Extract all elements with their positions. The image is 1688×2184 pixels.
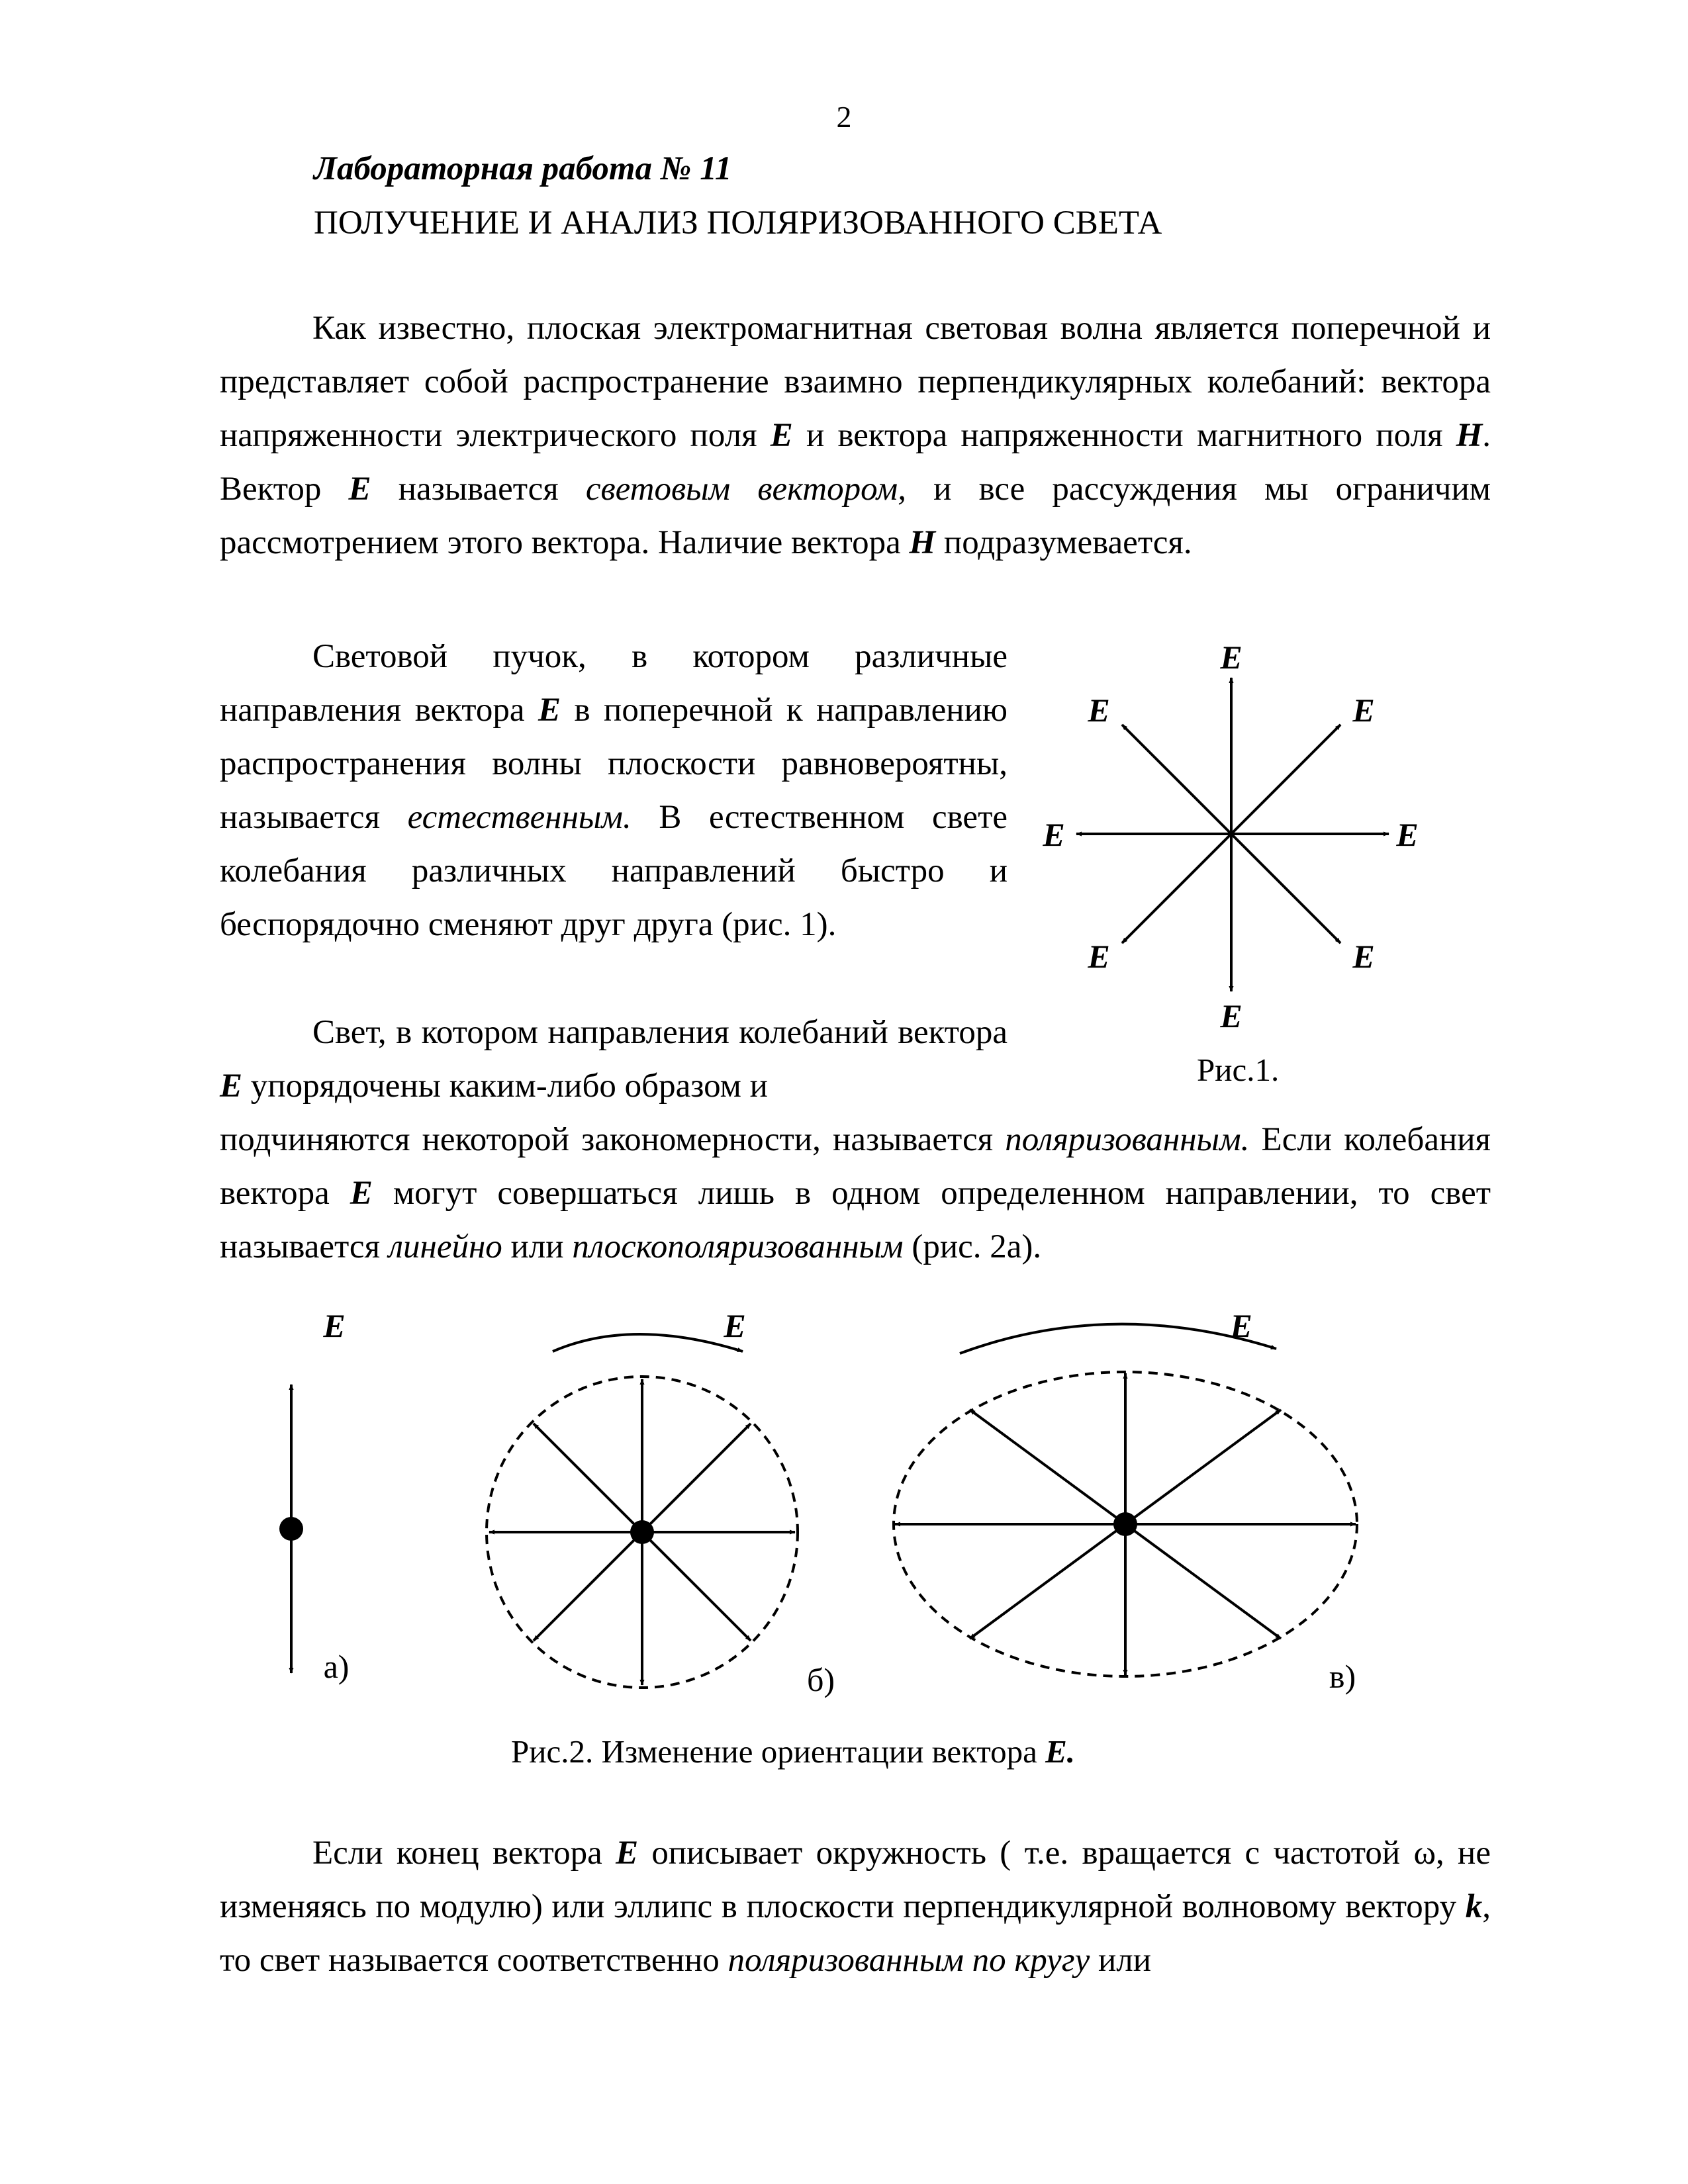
term-plane-polarized: плоскополяризованным xyxy=(572,1228,904,1265)
fig1-label-bottom-right: E xyxy=(1352,938,1375,975)
fig1-arrow-down-left xyxy=(1122,834,1231,943)
fig1-arrow-down-right xyxy=(1231,834,1340,943)
figure-1-caption: Рис.1. xyxy=(1197,1052,1280,1088)
fig2b-center-dot xyxy=(630,1520,654,1544)
paragraph-intro: Как известно, плоская электромагнитная световая волна является поперечной и представляет собой распространение взаимно перпендикулярных колебаний: вектора напряженности электрического поля E и вектора напряженности магнитного поля H. Вектор E называется световым вектором, и все рассуждения мы ограничим рассмотрением этого вектора. Наличие вектора H подразумевается. xyxy=(220,310,1491,561)
term-circular: поляризованным по кругу xyxy=(727,1942,1090,1979)
paragraph-polarized-cont: подчиняются некоторой закономерности, называется поляризованным. Если колебания вектора E могут совершаться лишь в одном определенном направлении, то свет называется линейно или плоскополяризованным (рис. 2а). xyxy=(220,1121,1491,1265)
figure-1-diagram xyxy=(1033,635,1456,1046)
fig2a-tag: а) xyxy=(323,1648,350,1685)
fig2a-center-dot xyxy=(279,1517,303,1541)
vector-h: H xyxy=(909,524,936,561)
wave-vector-k: k xyxy=(1465,1888,1483,1925)
fig1-label-top: E xyxy=(1220,639,1243,676)
term-natural: естественным. xyxy=(407,799,632,836)
figure-2-diagram xyxy=(252,1297,1430,1707)
vector-e: E xyxy=(350,1175,373,1212)
term-light-vector: световым вектором, xyxy=(585,471,906,508)
vector-h: H xyxy=(1456,417,1483,454)
fig1-label-top-left: E xyxy=(1088,692,1110,729)
fig2b-tag: б) xyxy=(806,1661,835,1698)
figure-2-caption: Рис.2. Изменение ориентации вектора E. xyxy=(511,1733,1076,1770)
fig2a-label-E: E xyxy=(323,1307,346,1344)
vector-e: E. xyxy=(1045,1733,1076,1770)
fig2c-elliptical xyxy=(894,1324,1357,1676)
fig2b-circular xyxy=(487,1334,798,1688)
fig1-arrow-up-left xyxy=(1122,725,1231,834)
fig1-label-bottom: E xyxy=(1220,997,1243,1034)
fig2c-center-dot xyxy=(1113,1512,1137,1536)
vector-e: E xyxy=(770,417,793,454)
lab-title: Лабораторная работа № 11 xyxy=(314,150,732,187)
fig1-label-right: E xyxy=(1396,816,1419,853)
vector-e: E xyxy=(220,1068,243,1105)
vector-e: E xyxy=(616,1835,639,1872)
paragraph-circular-elliptical: Если конец вектора E описывает окружность ( т.е. вращается с частотой ω, не изменяясь по модулю) или эллипс в плоскости перпендикулярной волновому вектору k, то свет называется соответственно поляризованным по кругу или xyxy=(220,1835,1491,1979)
fig2c-label-E: E xyxy=(1230,1307,1252,1344)
fig1-arrow-up-right xyxy=(1231,725,1340,834)
vector-e: E xyxy=(538,692,561,729)
fig1-label-top-right: E xyxy=(1352,692,1375,729)
paragraph-natural-light: Световой пучок, в котором различные направления вектора E в поперечной к направлению распространения волны плоскости равновероятны, называется естественным. В естественном свете колебания различных направлений быстро и беспорядочно сменяют друг друга (рис. 1). xyxy=(220,638,1008,943)
page-number: 2 xyxy=(836,100,852,134)
paragraph-polarized-start: Свет, в котором направления колебаний вектора E упорядочены каким-либо образом и xyxy=(220,1014,1008,1105)
term-polarized: поляризованным. xyxy=(1005,1121,1250,1158)
fig1-label-left: E xyxy=(1043,816,1065,853)
term-linear: линейно xyxy=(388,1228,502,1265)
lab-subtitle: ПОЛУЧЕНИЕ И АНАЛИЗ ПОЛЯРИЗОВАННОГО СВЕТА xyxy=(314,205,1162,242)
fig2b-label-E: E xyxy=(724,1307,746,1344)
fig1-label-bottom-left: E xyxy=(1088,938,1110,975)
vector-e: E xyxy=(348,471,371,508)
fig2c-tag: в) xyxy=(1329,1658,1356,1695)
